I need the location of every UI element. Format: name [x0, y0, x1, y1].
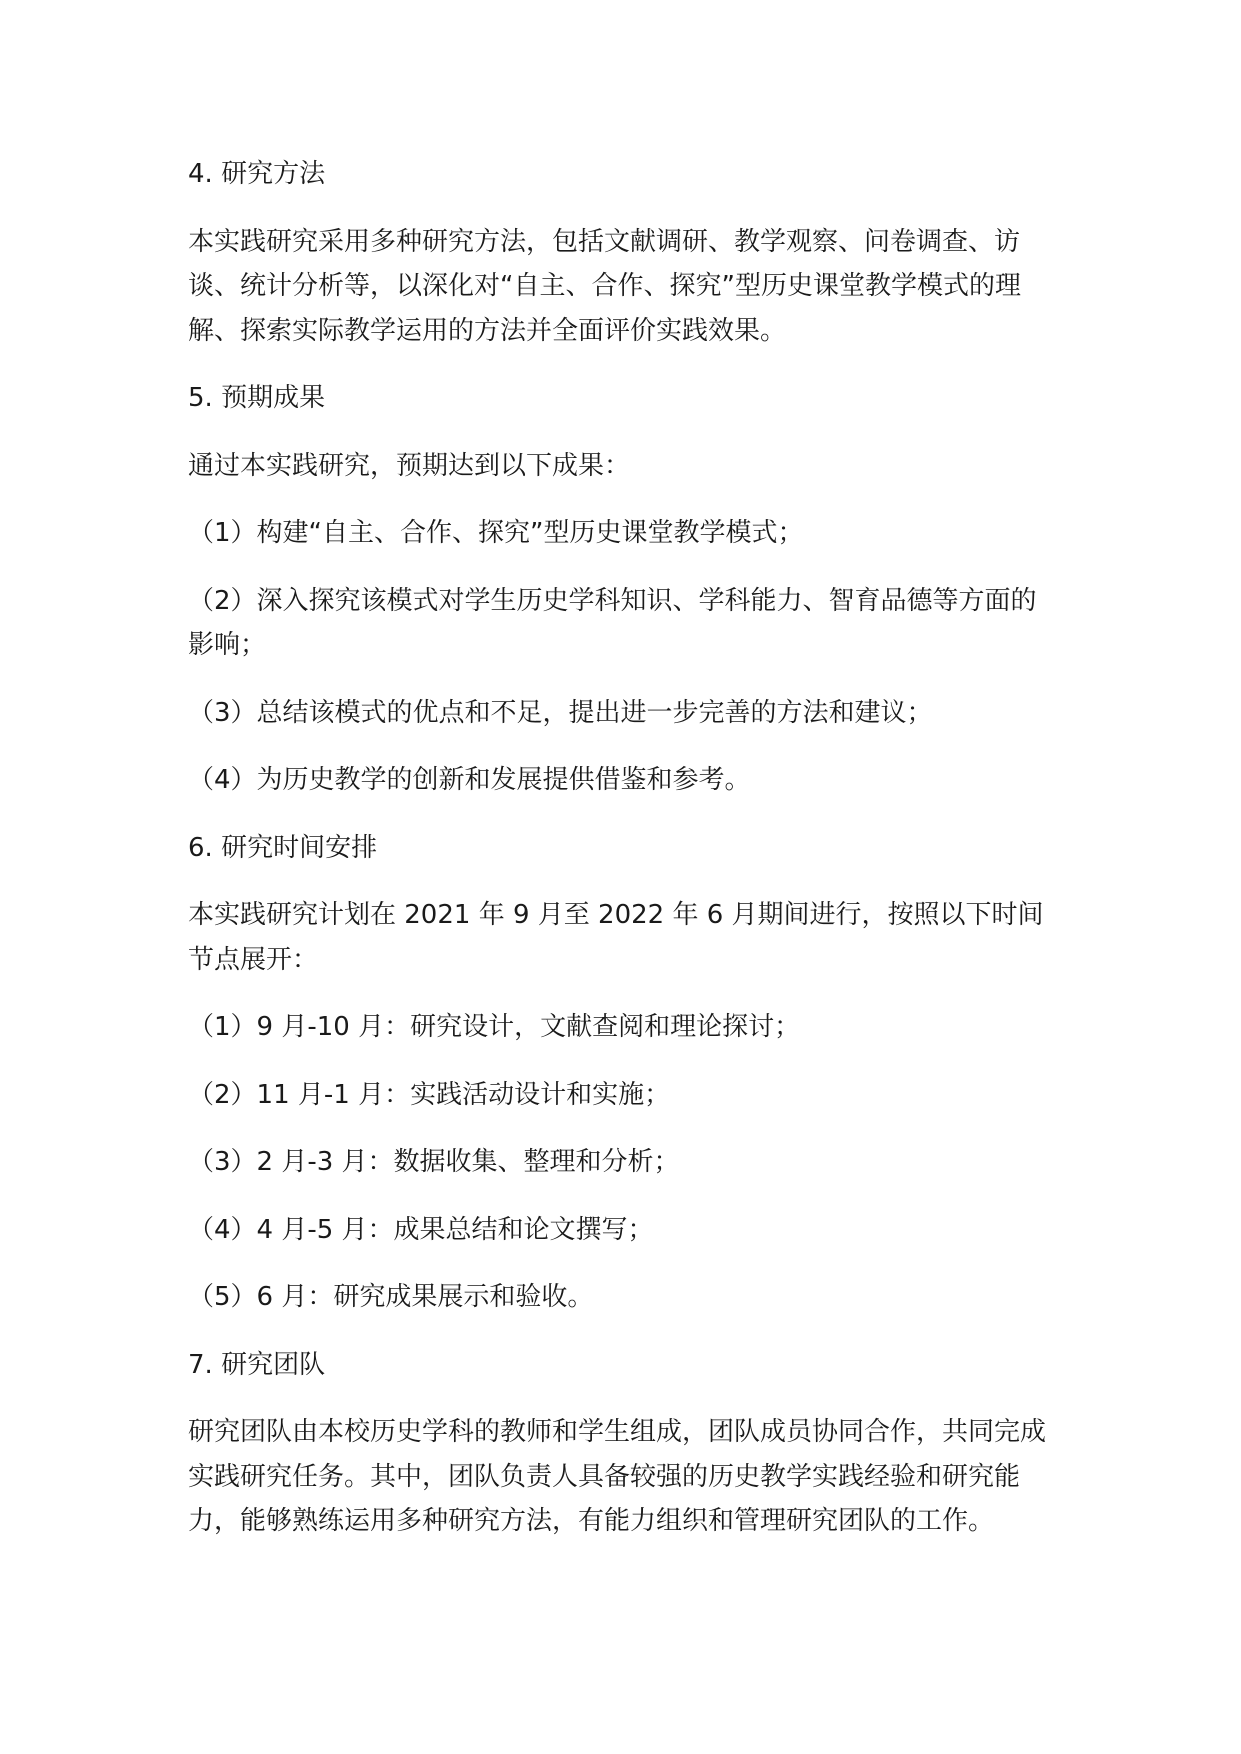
research-team-paragraph: 研究团队由本校历史学科的教师和学生组成，团队成员协同合作，共同完成实践研究任务。其中，团队负责人具备较强的历史教学实践经验和研究能力，能够熟练运用多种研究方法，有能力组织和管理研究团队的工作。	[188, 1417, 1047, 1536]
section-heading-schedule: 6. 研究时间安排	[188, 832, 378, 863]
expected-result-item: （4）为历史教学的创新和发展提供借鉴和参考。	[188, 765, 751, 795]
expected-results-intro: 通过本实践研究，预期达到以下成果：	[188, 450, 631, 481]
section-heading-expected-results: 5. 预期成果	[188, 383, 326, 413]
document-body	[188, 152, 1058, 1567]
schedule-intro: 本实践研究计划在 2021 年 9 月至 2022 年 6 月期间进行，按照以下时间节点展开：	[188, 900, 1044, 975]
schedule-item: （3）2 月-3 月：数据收集、整理和分析；	[188, 1147, 680, 1177]
schedule-item: （1）9 月-10 月：研究设计，文献查阅和理论探讨；	[188, 1012, 801, 1042]
schedule-item: （5）6 月：研究成果展示和验收。	[188, 1282, 594, 1312]
research-methods-paragraph: 本实践研究采用多种研究方法，包括文献调研、教学观察、问卷调查、访谈、统计分析等，以深化对“自主、合作、探究”型历史课堂教学模式的理解、探索实际教学运用的方法并全面评价实践效果。	[188, 226, 1021, 346]
expected-result-item: （3）总结该模式的优点和不足，提出进一步完善的方法和建议；	[188, 697, 933, 728]
section-heading-research-team: 7. 研究团队	[188, 1349, 326, 1380]
schedule-item: （2）11 月-1 月：实践活动设计和实施；	[188, 1079, 671, 1110]
section-heading-research-methods: 4. 研究方法	[188, 159, 326, 189]
expected-result-item: （1）构建“自主、合作、探究”型历史课堂教学模式；	[188, 518, 804, 548]
expected-result-item: （2）深入探究该模式对学生历史学科知识、学科能力、智育品德等方面的影响；	[188, 585, 1037, 660]
schedule-item: （4）4 月-5 月：成果总结和论文撰写；	[188, 1214, 654, 1245]
